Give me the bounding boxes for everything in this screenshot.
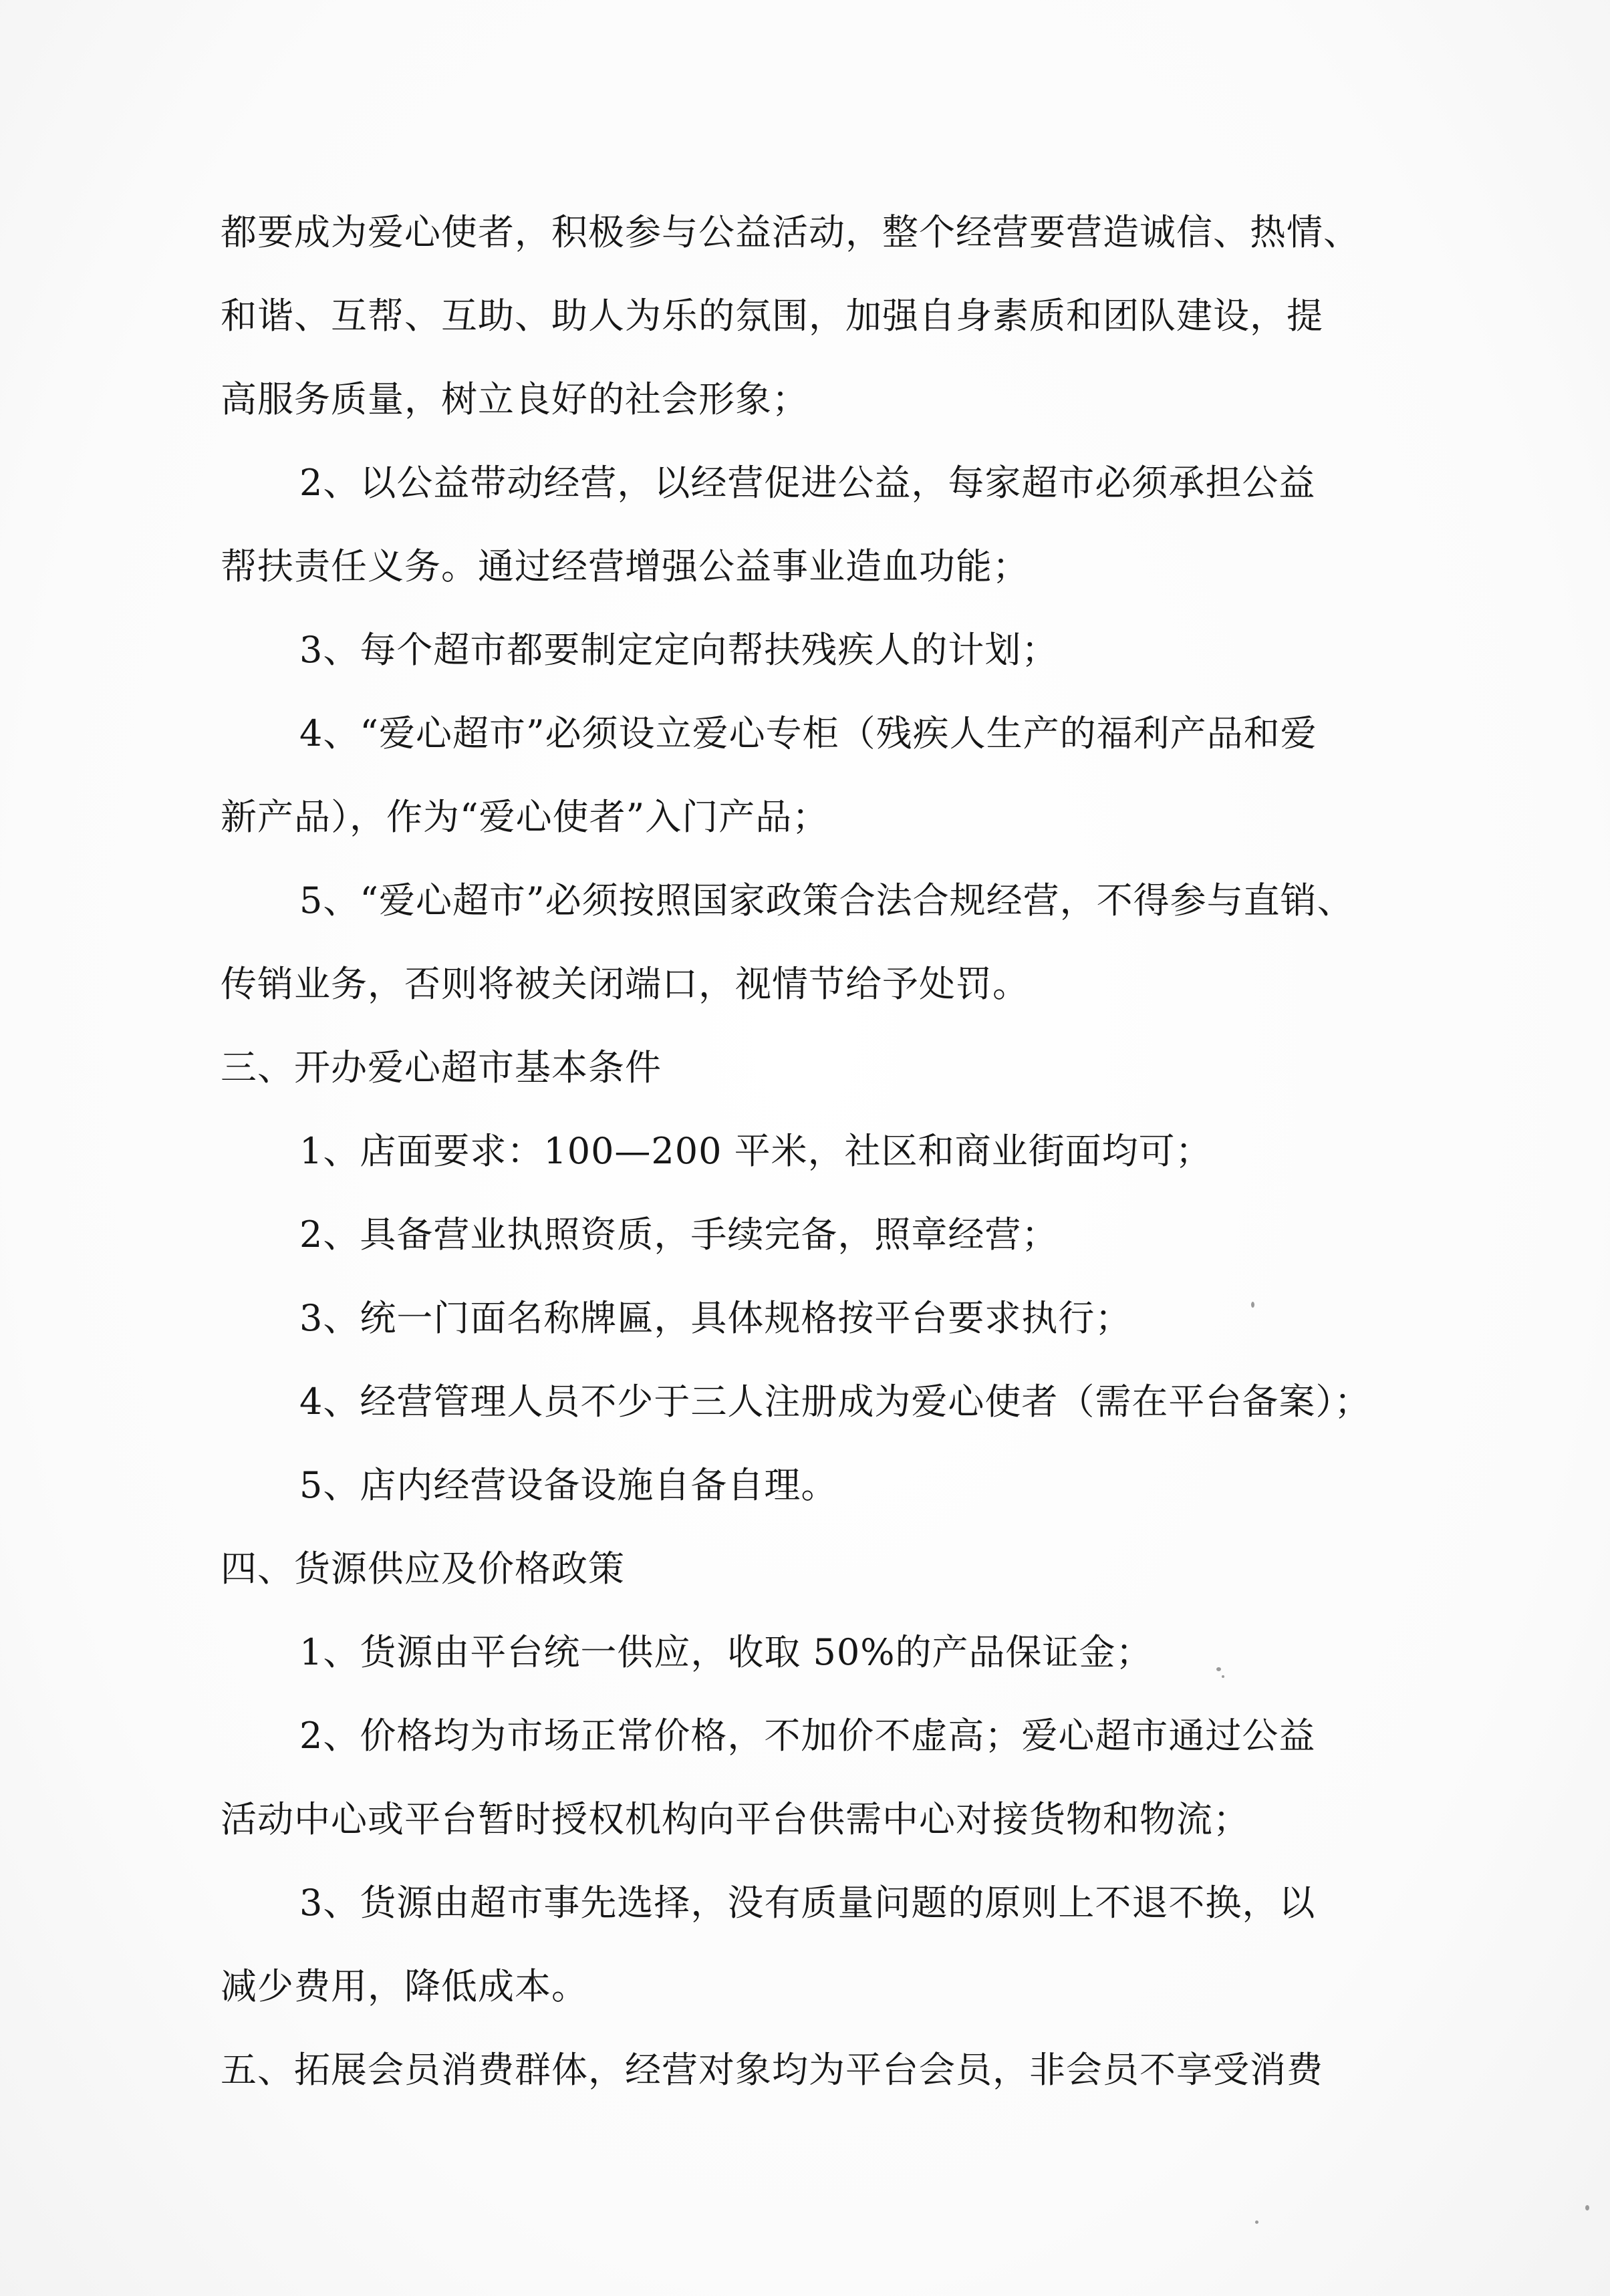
text-line: 高服务质量，树立良好的社会形象； — [221, 378, 809, 420]
scan-speck — [1222, 1675, 1224, 1678]
section-heading: 四、货源供应及价格政策 — [221, 1548, 625, 1590]
list-item: 3、每个超市都要制定定向帮扶残疾人的计划； — [299, 629, 1059, 671]
text-line: 传销业务，否则将被关闭端口，视情节给予处罚。 — [221, 963, 1029, 1005]
text-line: 活动中心或平台暂时授权机构向平台供需中心对接货物和物流； — [221, 1798, 1250, 1840]
list-item: 3、统一门面名称牌匾，具体规格按平台要求执行； — [299, 1297, 1132, 1339]
scan-speck — [1255, 2220, 1258, 2224]
list-item: 2、具备营业执照资质，手续完备，照章经营； — [299, 1213, 1059, 1256]
scan-speck — [1216, 1667, 1221, 1671]
list-item: 5、店内经营设备设施自备自理。 — [299, 1464, 838, 1506]
list-item: 4、“爱心超市”必须设立爱心专柜（残疾人生产的福利产品和爱 — [299, 712, 1317, 754]
list-item: 2、价格均为市场正常价格，不加价不虚高；爱心超市通过公益 — [299, 1715, 1316, 1757]
list-item: 2、以公益带动经营，以经营促进公益，每家超市必须承担公益 — [299, 462, 1316, 504]
list-item: 4、经营管理人员不少于三人注册成为爱心使者（需在平台备案）； — [299, 1381, 1371, 1423]
section-heading: 五、拓展会员消费群体，经营对象均为平台会员，非会员不享受消费 — [221, 2049, 1323, 2091]
document-body — [221, 190, 1397, 2112]
text-line: 减少费用，降低成本。 — [221, 1965, 588, 2007]
text-line: 新产品），作为“爱心使者”入门产品； — [221, 796, 829, 838]
text-line: 都要成为爱心使者，积极参与公益活动，整个经营要营造诚信、热情、 — [221, 211, 1360, 253]
list-item: 5、“爱心超市”必须按照国家政策合法合规经营，不得参与直销、 — [299, 879, 1354, 921]
list-item: 3、货源由超市事先选择，没有质量问题的原则上不退不换，以 — [299, 1882, 1316, 1924]
text-line: 帮扶责任义务。通过经营增强公益事业造血功能； — [221, 545, 1029, 587]
text-line: 和谐、互帮、互助、助人为乐的氛围，加强自身素质和团队建设，提 — [221, 295, 1323, 337]
scan-speck — [1251, 1302, 1254, 1308]
list-item: 1、店面要求：100—200 平米，社区和商业街面均可； — [299, 1130, 1212, 1172]
list-item: 1、货源由平台统一供应，收取 50%的产品保证金； — [299, 1631, 1153, 1673]
scan-speck — [1585, 2205, 1589, 2210]
section-heading: 三、开办爱心超市基本条件 — [221, 1046, 662, 1089]
